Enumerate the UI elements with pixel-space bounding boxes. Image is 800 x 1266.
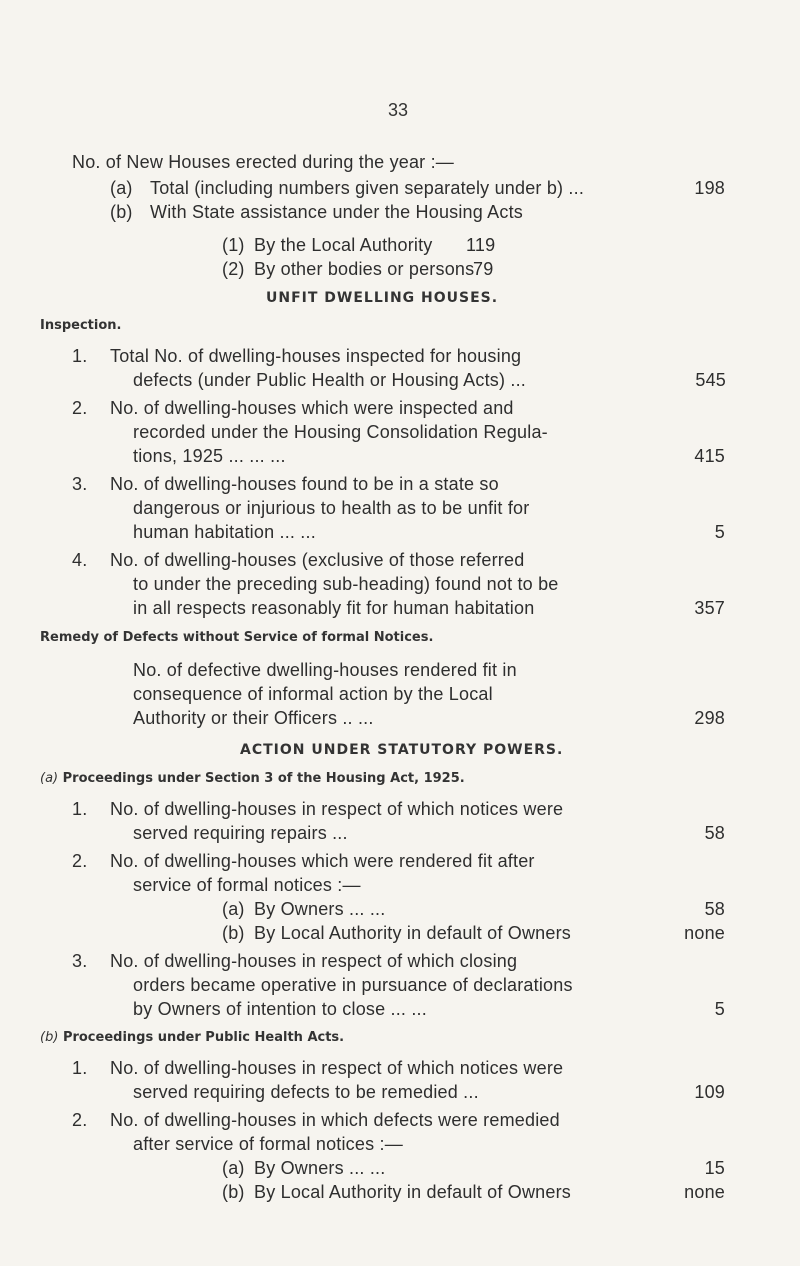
insp-4-line-3: in all respects reasonably fit for human habitation bbox=[133, 598, 535, 618]
insp-4-no: 4. bbox=[72, 550, 88, 570]
stat-b-1-value: 109 bbox=[694, 1082, 725, 1102]
insp-1-value: 545 bbox=[695, 370, 726, 390]
item-a-marker: (a) bbox=[110, 178, 133, 198]
insp-4-line-1: No. of dwelling-houses (exclusive of those referred bbox=[110, 550, 525, 570]
section-a-heading bbox=[40, 771, 465, 786]
item-b2-marker: (2) bbox=[222, 259, 245, 279]
stat-b-2a-value: 15 bbox=[704, 1158, 725, 1178]
stat-a-3-no: 3. bbox=[72, 951, 88, 971]
item-b-text: With State assistance under the Housing Acts bbox=[150, 202, 523, 222]
remedy-line-1: No. of defective dwelling-houses rendered fit in bbox=[133, 660, 517, 680]
section-b-heading bbox=[40, 1030, 344, 1045]
stat-b-2a-marker: (a) bbox=[222, 1158, 245, 1178]
item-b-marker: (b) bbox=[110, 202, 133, 222]
remedy-line-3: Authority or their Officers .. ... bbox=[133, 708, 374, 728]
stat-b-1-line-2: served requiring defects to be remedied ... bbox=[133, 1082, 479, 1102]
remedy-heading: Remedy of Defects without Service of formal Notices. bbox=[40, 630, 434, 645]
item-b1-value: 119 bbox=[466, 235, 496, 255]
stat-b-2b-text: By Local Authority in default of Owners bbox=[254, 1182, 571, 1202]
item-b1-text: By the Local Authority bbox=[254, 235, 433, 255]
stat-a-2b-value: none bbox=[684, 923, 725, 943]
insp-4-value: 357 bbox=[694, 598, 725, 618]
stat-a-2a-value: 58 bbox=[704, 899, 725, 919]
stat-a-1-line-1: No. of dwelling-houses in respect of which notices were bbox=[110, 799, 564, 819]
stat-b-2b-value: none bbox=[684, 1182, 725, 1202]
insp-2-no: 2. bbox=[72, 398, 88, 418]
insp-1-no: 1. bbox=[72, 346, 88, 366]
item-a-value: 198 bbox=[694, 178, 725, 198]
section-b-marker: (b) bbox=[40, 1030, 59, 1045]
stat-a-2a-marker: (a) bbox=[222, 899, 245, 919]
stat-a-2-no: 2. bbox=[72, 851, 88, 871]
insp-2-line-2: recorded under the Housing Consolidation Regula- bbox=[133, 422, 548, 442]
stat-b-1-no: 1. bbox=[72, 1058, 88, 1078]
stat-a-3-line-1: No. of dwelling-houses in respect of which closing bbox=[110, 951, 518, 971]
stat-b-2-line-2: after service of formal notices :— bbox=[133, 1134, 403, 1154]
stat-a-2-line-1: No. of dwelling-houses which were rendered fit after bbox=[110, 851, 535, 871]
stat-a-1-line-2: served requiring repairs ... bbox=[133, 823, 348, 843]
stat-b-2a-text: By Owners ... ... bbox=[254, 1158, 386, 1178]
unfit-heading: UNFIT DWELLING HOUSES. bbox=[266, 290, 499, 306]
insp-2-line-3: tions, 1925 ... ... ... bbox=[133, 446, 286, 466]
stat-b-2b-marker: (b) bbox=[222, 1182, 245, 1202]
stat-a-3-value: 5 bbox=[714, 999, 725, 1019]
inspection-heading: Inspection. bbox=[40, 318, 122, 333]
stat-a-3-line-2: orders became operative in pursuance of declarations bbox=[133, 975, 573, 995]
stat-a-1-value: 58 bbox=[704, 823, 725, 843]
insp-1-line-1: Total No. of dwelling-houses inspected for housing bbox=[110, 346, 522, 366]
item-a-text: Total (including numbers given separately under b) ... bbox=[150, 178, 585, 198]
insp-4-line-2: to under the preceding sub-heading) found not to be bbox=[133, 574, 559, 594]
stat-a-2-line-2: service of formal notices :— bbox=[133, 875, 361, 895]
item-b2-value: 79 bbox=[473, 259, 494, 279]
insp-3-line-1: No. of dwelling-houses found to be in a state so bbox=[110, 474, 499, 494]
item-b1-marker: (1) bbox=[222, 235, 245, 255]
section-a-marker: (a) bbox=[40, 771, 59, 786]
stat-b-2-line-1: No. of dwelling-houses in which defects were remedied bbox=[110, 1110, 560, 1130]
statutory-heading: ACTION UNDER STATUTORY POWERS. bbox=[240, 742, 564, 758]
insp-2-line-1: No. of dwelling-houses which were inspected and bbox=[110, 398, 514, 418]
stat-b-2-no: 2. bbox=[72, 1110, 88, 1130]
stat-a-1-no: 1. bbox=[72, 799, 88, 819]
stat-a-2b-text: By Local Authority in default of Owners bbox=[254, 923, 571, 943]
section-b-title: Proceedings under Public Health Acts. bbox=[62, 1030, 345, 1045]
stat-a-3-line-3: by Owners of intention to close ... ... bbox=[133, 999, 427, 1019]
stat-a-2a-text: By Owners ... ... bbox=[254, 899, 386, 919]
insp-3-line-3: human habitation ... ... bbox=[133, 522, 316, 542]
new-houses-heading: No. of New Houses erected during the year :— bbox=[72, 152, 454, 172]
insp-3-value: 5 bbox=[714, 522, 725, 542]
insp-2-value: 415 bbox=[694, 446, 725, 466]
item-b2-text: By other bodies or persons bbox=[254, 259, 475, 279]
remedy-line-2: consequence of informal action by the Local bbox=[133, 684, 493, 704]
remedy-value: 298 bbox=[694, 708, 725, 728]
insp-3-no: 3. bbox=[72, 474, 88, 494]
stat-a-2b-marker: (b) bbox=[222, 923, 245, 943]
page-number: 33 bbox=[388, 100, 409, 120]
insp-3-line-2: dangerous or injurious to health as to be unfit for bbox=[133, 498, 530, 518]
insp-1-line-2: defects (under Public Health or Housing Acts) ... bbox=[133, 370, 526, 390]
section-a-title: Proceedings under Section 3 of the Housing Act, 1925. bbox=[62, 771, 465, 786]
stat-b-1-line-1: No. of dwelling-houses in respect of which notices were bbox=[110, 1058, 564, 1078]
